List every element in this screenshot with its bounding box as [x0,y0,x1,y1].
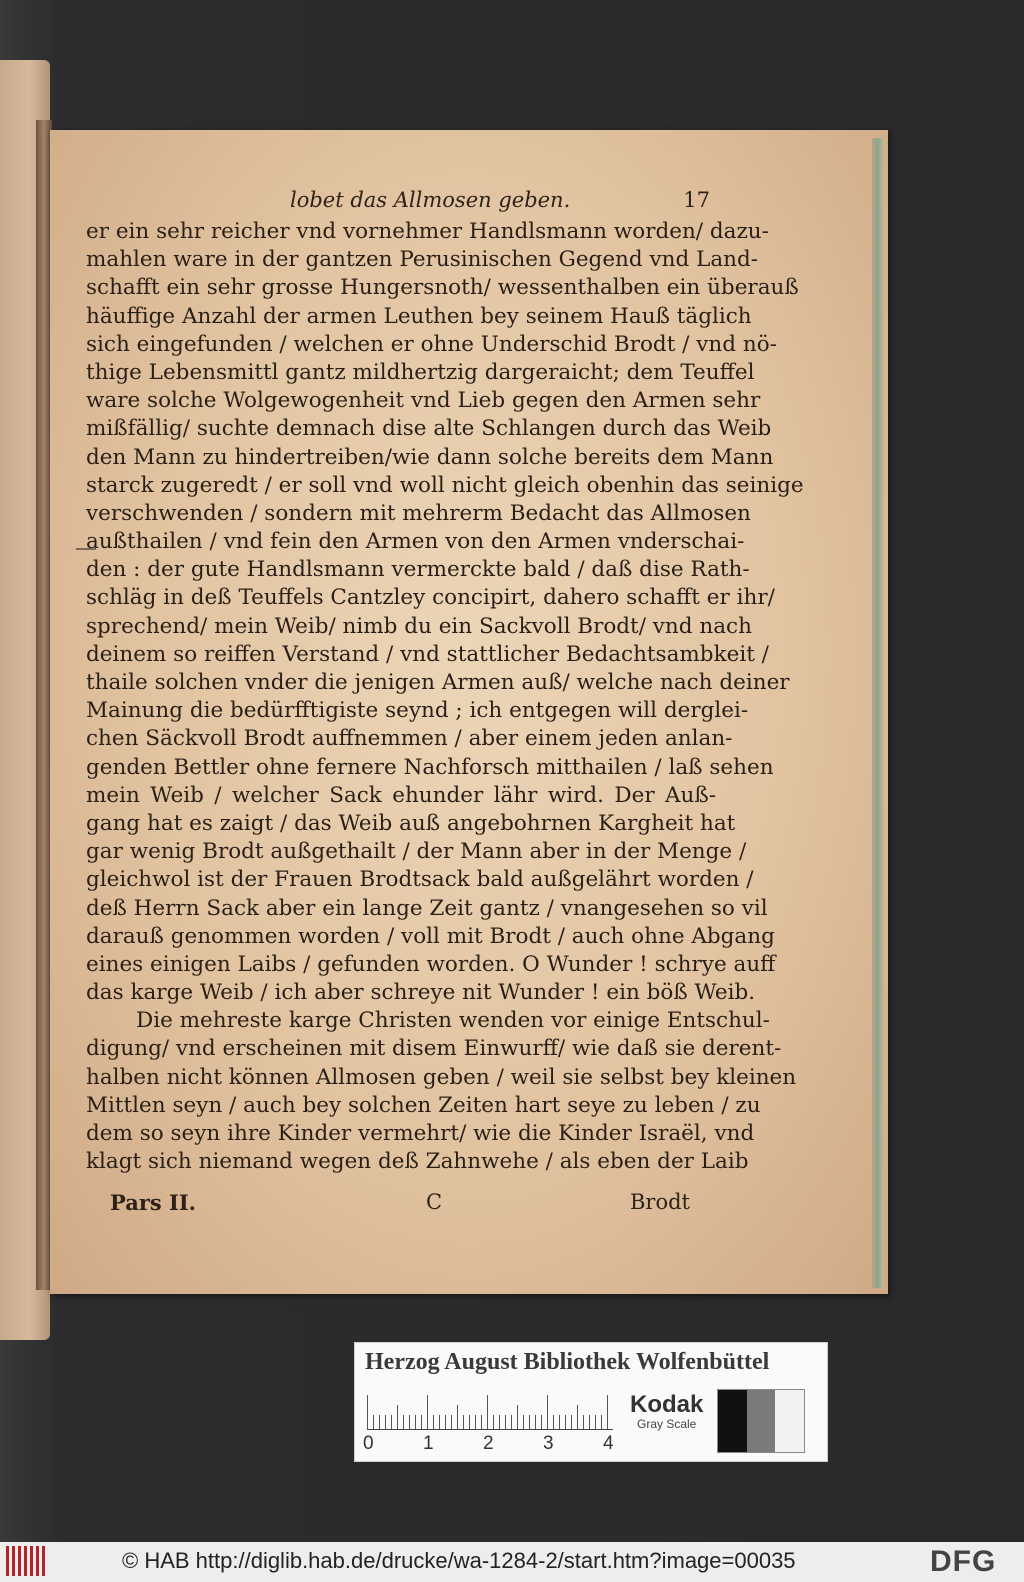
text-line: mißfällig/ suchte demnach dise alte Schlangen durch das Weib [86,416,772,442]
ruler-tick [541,1415,542,1429]
ruler-tick [505,1415,506,1429]
ruler-tick [415,1415,416,1429]
text-line: deß Herrn Sack aber ein lange Zeit gantz / vnangesehen so vil [86,895,768,921]
text-line: gar wenig Brodt außgethailt / der Mann aber in der Menge / [86,839,747,865]
ruler-tick [571,1415,572,1429]
kodak-logo: Kodak [630,1391,704,1418]
gray-swatch [718,1390,747,1452]
ruler-tick [553,1415,554,1429]
ruler-tick [469,1415,470,1429]
text-line: sprechend/ mein Weib/ nimb du ein Sackvoll Brodt/ vnd nach [86,613,752,639]
paragraph-1 [86,218,804,1007]
ruler-number: 3 [543,1433,554,1454]
signature-mark: Pars II. [110,1190,196,1215]
ruler-tick [499,1415,500,1429]
ruler-number: 4 [603,1433,614,1454]
ruler-tick [595,1415,596,1429]
text-line: klagt sich niemand wegen deß Zahnwehe / als eben der Laib [86,1149,749,1175]
page-footer [110,1190,690,1224]
ruler-tick [511,1415,512,1429]
text-line: deinem so reiffen Verstand / vnd stattlicher Bedachtsambkeit / [86,641,769,667]
ruler-tick [529,1415,530,1429]
text-line: den Mann zu hindertreiben/wie dann solche bereits dem Mann [86,444,774,470]
copyright-url[interactable]: © HAB http://diglib.hab.de/drucke/wa-1284-2/start.htm?image=00035 [122,1548,796,1573]
text-line: gang hat es zaigt / das Weib auß angebohrnen Kargheit hat [86,810,736,836]
text-line: eines einigen Laibs / gefunden worden. O Wunder ! schrye auff [86,951,776,977]
ruler-tick [481,1415,482,1429]
ruler-tick [475,1415,476,1429]
ruler-tick [523,1415,524,1429]
text-line: Mittlen seyn / auch bey solchen Zeiten hart seye zu leben / zu [86,1092,761,1118]
ruler-tick [385,1415,386,1429]
ruler-tick [421,1415,422,1429]
text-line: gleichwol ist der Frauen Brodtsack bald außgelährt worden / [86,867,754,893]
ruler-tick [391,1415,392,1429]
text-line: genden Bettler ohne fernere Nachforsch mitthailen / laß sehen [86,754,774,780]
gray-scale-swatches [717,1389,805,1453]
text-line: Mainung die bedürfftigiste seynd ; ich entgegen will derglei- [86,698,749,724]
ruler-tick [607,1395,608,1429]
ruler-tick [463,1415,464,1429]
text-line: sich eingefunden / welchen er ohne Underschid Brodt / vnd nö- [86,331,777,357]
ruler-tick [445,1415,446,1429]
text-line: mahlen ware in der gantzen Perusinischen Gegend vnd Land- [86,247,759,273]
ruler-tick [487,1395,488,1429]
ruler-tick [397,1405,398,1429]
ruler-tick [367,1395,368,1429]
page-header [290,188,710,222]
ruler-tick [565,1415,566,1429]
ruler-number: 1 [423,1433,434,1454]
text-line: thige Lebensmittl gantz mildhertzig dargeraicht; dem Teuffel [86,359,755,385]
ruler-tick [577,1405,578,1429]
scale-ruler [367,1393,613,1430]
text-line: Die mehreste karge Christen wenden vor einige Entschul- [136,1008,770,1034]
text-line: schläg in deß Teuffels Cantzley concipirt, dahero schafft er ihr/ [86,585,775,611]
text-line: darauß genommen worden / voll mit Brodt / auch ohne Abgang [86,923,775,949]
ruler-tick [457,1405,458,1429]
text-line: schafft ein sehr grosse Hungersnoth/ wessenthalben ein überauß [86,275,799,301]
text-line: ware solche Wolgewogenheit vnd Lieb gegen den Armen sehr [86,388,761,414]
text-line: verschwenden / sondern mit mehrerm Bedacht das Allmosen [86,500,751,526]
text-line: starck zugeredt / er soll vnd woll nicht gleich obenhin das seinige [86,472,804,498]
text-line: häuffige Anzahl der armen Leuthen bey seinem Hauß täglich [86,303,752,329]
text-line: das karge Weib / ich aber schreye nit Wunder ! ein böß Weib. [86,980,756,1006]
paragraph-2 [86,1007,797,1176]
ruler-tick [517,1405,518,1429]
ruler-tick [547,1395,548,1429]
signature-letter: C [426,1190,443,1214]
ruler-tick [439,1415,440,1429]
running-title: lobet das Allmosen geben. [290,188,571,212]
ruler-tick [409,1415,410,1429]
library-color-card [354,1342,828,1462]
text-line: digung/ vnd erscheinen mit disem Einwurff/ wie daß sie derent- [86,1036,782,1062]
text-line: thaile solchen vnder die jenigen Armen auß/ welche nach deiner [86,670,790,695]
ruler-tick [427,1395,428,1429]
ruler-tick [403,1415,404,1429]
ruler-tick [373,1415,374,1429]
text-line: außthailen / vnd fein den Armen von den Armen vnderschai- [86,529,745,555]
ruler-tick [589,1415,590,1429]
ruler-tick [601,1415,602,1429]
ruler-tick [559,1415,560,1429]
gray-swatch [747,1390,776,1452]
page-edge [872,138,884,1288]
gray-scale-label: Gray Scale [637,1417,697,1431]
text-line: er ein sehr reicher vnd vornehmer Handlsmann worden/ dazu- [86,219,769,244]
text-line: halben nicht können Allmosen geben / weil sie selbst bey kleinen [86,1064,797,1090]
text-line: mein Weib / welcher Sack ehunder lähr wird. Der Auß- [86,782,716,808]
ruler-number: 2 [483,1433,494,1454]
ruler-tick [379,1415,380,1429]
page-number: 17 [683,188,710,212]
text-line: den : der gute Handlsmann vermerckte bald / daß dise Rath- [86,557,750,583]
dfg-logo: DFG [930,1545,997,1578]
gray-swatch [775,1390,804,1452]
text-line: dem so seyn ihre Kinder vermehrt/ wie die Kinder Israël, vnd [86,1121,755,1146]
ruler-number: 0 [363,1433,374,1454]
library-name: Herzog August Bibliothek Wolfenbüttel [365,1349,770,1375]
ruler-tick [433,1415,434,1429]
ruler-tick [535,1415,536,1429]
ruler-tick [451,1415,452,1429]
ruler-tick [493,1415,494,1429]
ruler-tick [583,1415,584,1429]
barcode-icon [6,1546,46,1576]
body-text [86,218,804,1176]
catchword: Brodt [630,1190,690,1214]
text-line: chen Säckvoll Brodt auffnemmen / aber einem jeden anlan- [86,726,733,752]
